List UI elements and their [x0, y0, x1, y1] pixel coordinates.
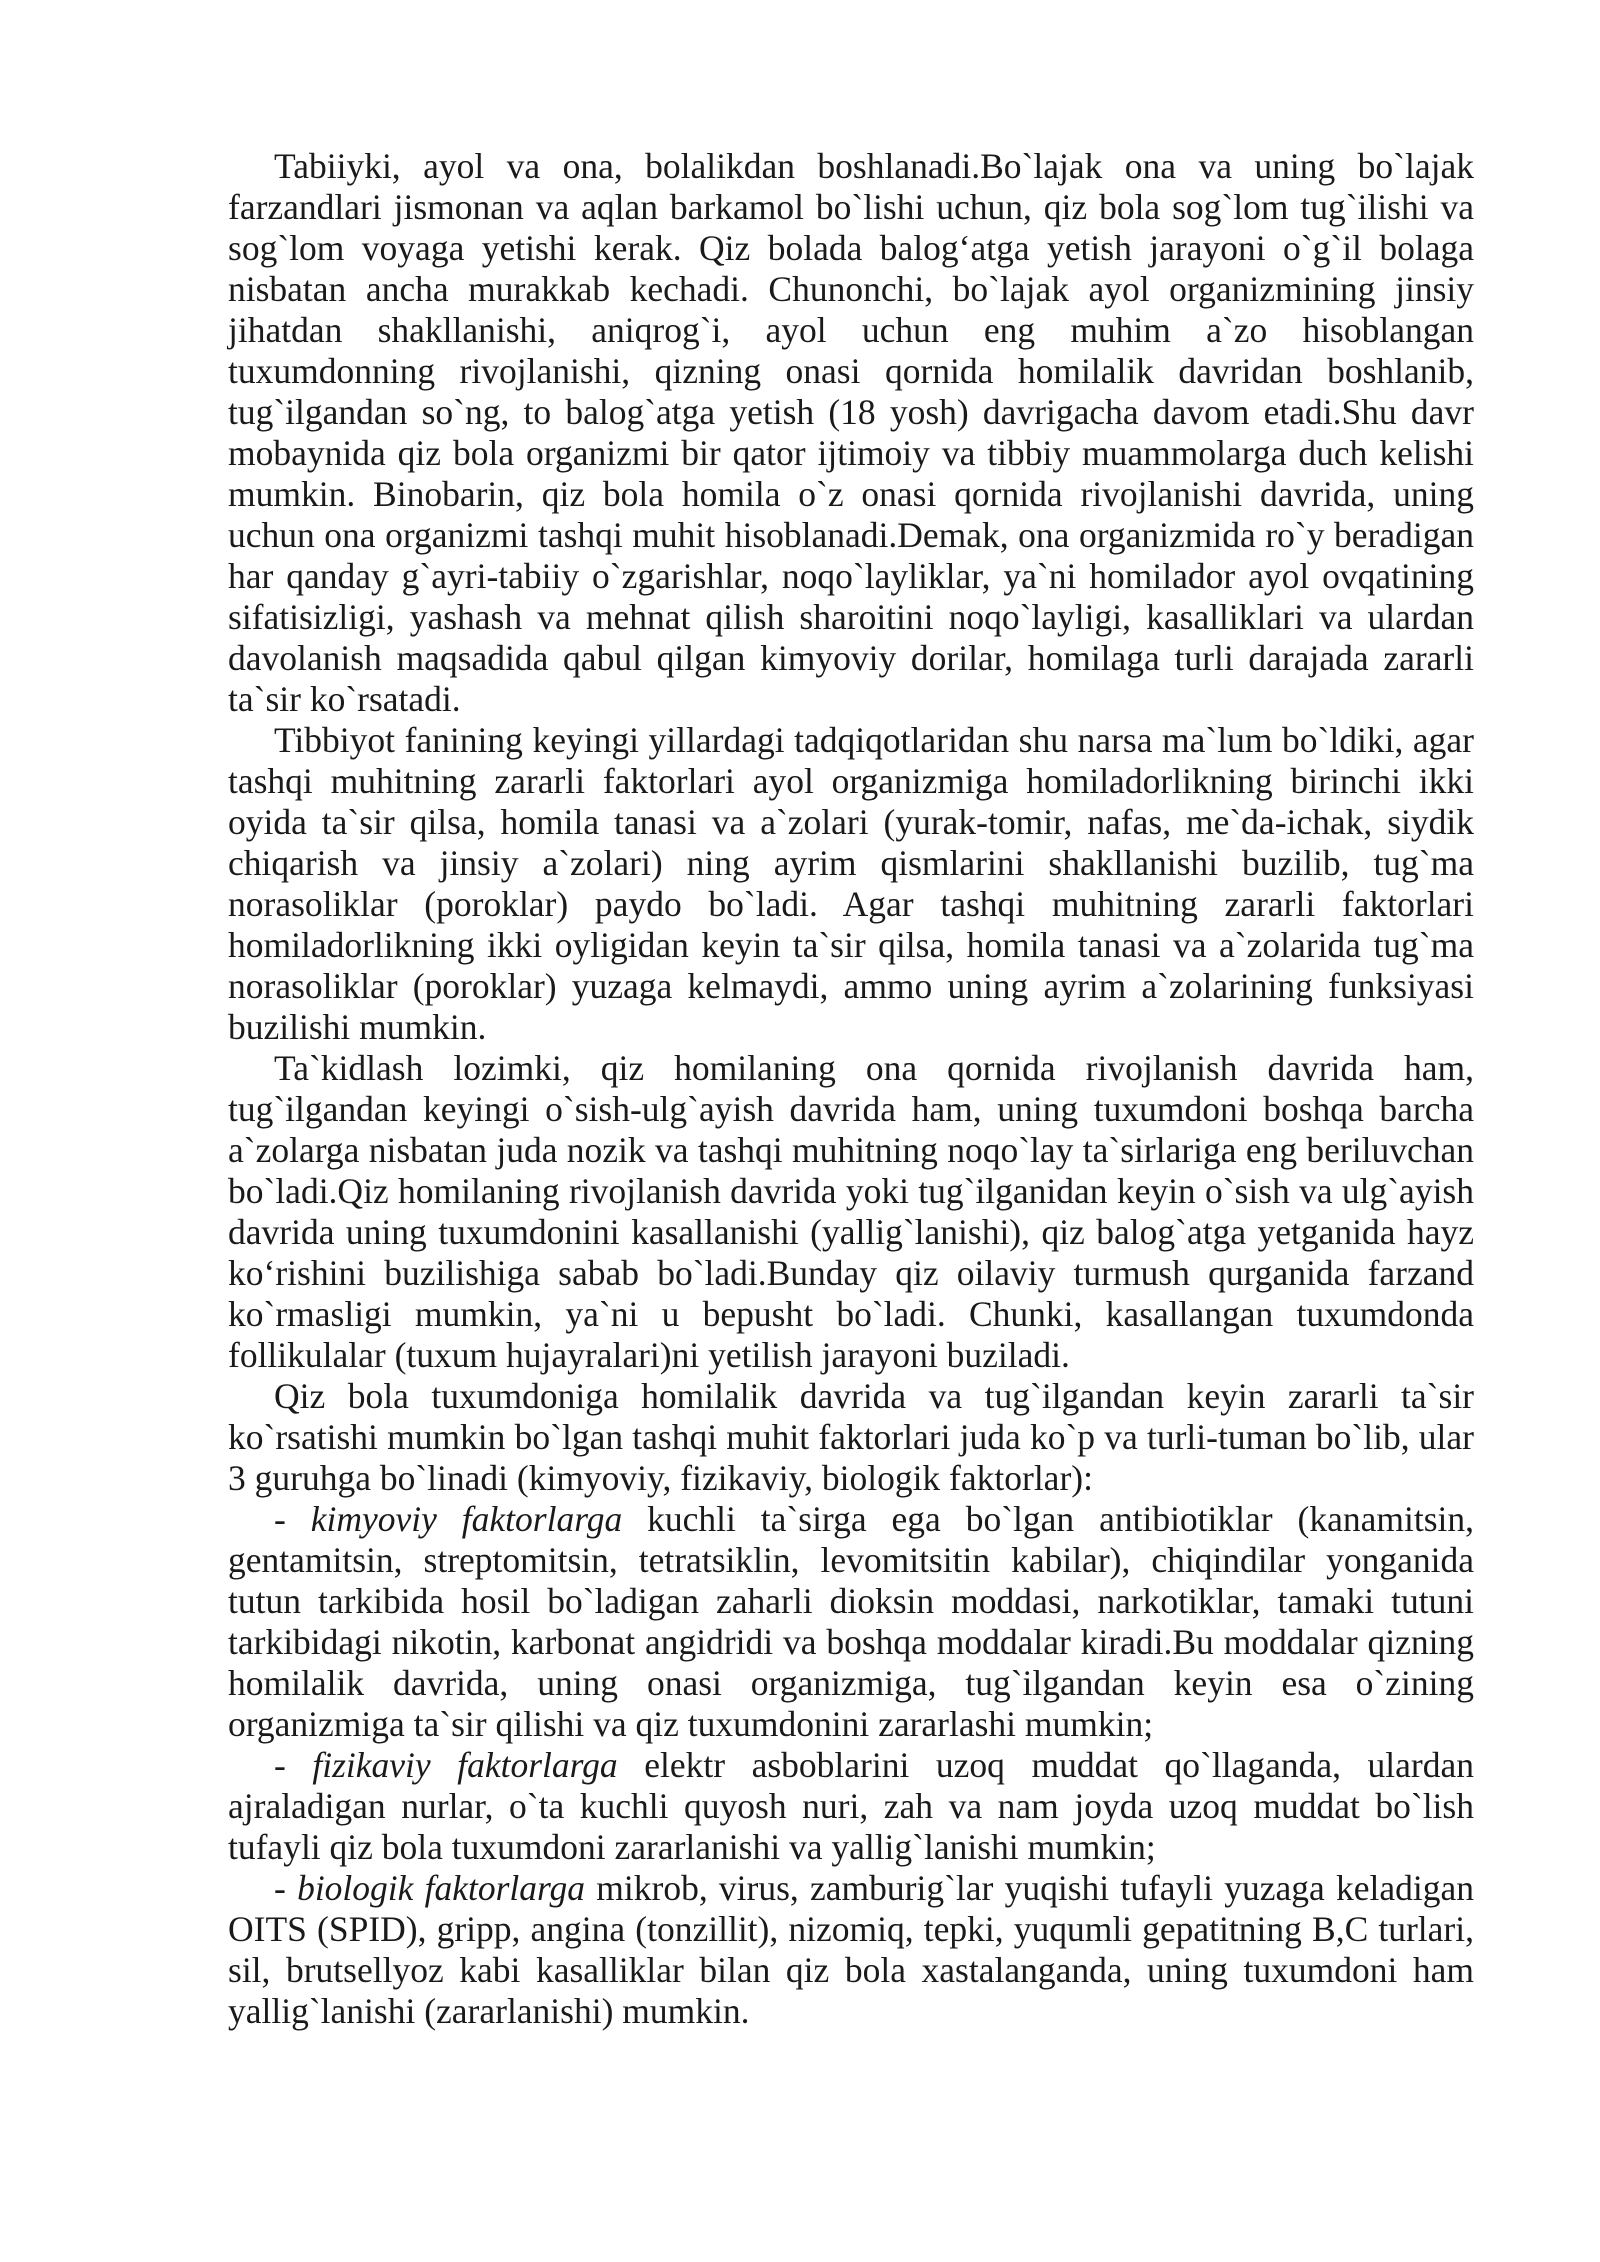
- paragraph-research: Tibbiyot fanining keyingi yillardagi tadqiqotlaridan shu narsa ma`lum bo`ldiki, agar tashqi muhitning zararli faktorlari ayol organizmiga homiladorlikning birinchi ikki oyida ta`sir qilsa, homila tanasi va a`zolari (yurak-tomir, nafas, me`da-ichak, siydik chiqarish va jinsiy a`zolari) ning ayrim qismlarini shakllanishi buzilib, tug`ma norasoliklar (poroklar) paydo bo`ladi. Agar tashqi muhitning zararli faktorlari homiladorlikning ikki oyligidan keyin ta`sir qilsa, homila tanasi va a`zolarida tug`ma norasoliklar (poroklar) yuzaga kelmaydi, ammo uning ayrim a`zolarining funksiyasi buzilishi mumkin.: [228, 720, 1474, 1047]
- term-physical: fizikaviy faktorlarga: [312, 1745, 618, 1785]
- paragraph-factors-intro: Qiz bola tuxumdoniga homilalik davrida va tug`ilgandan keyin zararli ta`sir ko`rsatishi mumkin bo`lgan tashqi muhit faktorlari juda ko`p va turli-tuman bo`lib, ular 3 guruhga bo`linadi (kimyoviy, fizikaviy, biologik faktorlar):: [228, 1376, 1474, 1498]
- document-page: [228, 146, 1474, 2032]
- list-item-biological-factors: [228, 1868, 1474, 2032]
- list-bullet: -: [274, 1745, 313, 1785]
- list-item-chemical-factors: [228, 1499, 1474, 1745]
- paragraph-intro: Tabiiyki, ayol va ona, bolalikdan boshlanadi.Bo`lajak ona va uning bo`lajak farzandlari jismonan va aqlan barkamol bo`lishi uchun, qiz bola sog`lom tug`ilishi va sog`lom voyaga yetishi kerak. Qiz bolada balog‘atga yetish jarayoni o`g`il bolaga nisbatan ancha murakkab kechadi. Chunonchi, bo`lajak ayol organizmining jinsiy jihatdan shakllanishi, aniqrog`i, ayol uchun eng muhim a`zo hisoblangan tuxumdonning rivojlanishi, qizning onasi qornida homilalik davridan boshlanib, tug`ilgandan so`ng, to balog`atga yetish (18 yosh) davrigacha davom etadi.Shu davr mobaynida qiz bola organizmi bir qator ijtimoiy va tibbiy muammolarga duch kelishi mumkin. Binobarin, qiz bola homila o`z onasi qornida rivojlanishi davrida, uning uchun ona organizmi tashqi muhit hisoblanadi.Demak, ona organizmida ro`y beradigan har qanday g`ayri-tabiiy o`zgarishlar, noqo`layliklar, ya`ni homilador ayol ovqatining sifatisizligi, yashash va mehnat qilish sharoitini noqo`layligi, kasalliklari va ulardan davolanish maqsadida qabul qilgan kimyoviy dorilar, homilaga turli darajada zararli ta`sir ko`rsatadi.: [228, 146, 1474, 719]
- list-item-physical-factors: [228, 1745, 1474, 1868]
- list-item-text: elektr asboblarini uzoq muddat qo`llaganda, ulardan ajraladigan nurlar, o`ta kuchli quyosh nuri, zah va nam joyda uzoq muddat bo`lish tufayli qiz bola tuxumdoni zararlanishi va yallig`lanishi mumkin;: [228, 1745, 1474, 1867]
- term-chemical: kimyoviy faktorlarga: [310, 1499, 623, 1539]
- paragraph-emphasis: Ta`kidlash lozimki, qiz homilaning ona qornida rivojlanish davrida ham, tug`ilgandan keyingi o`sish-ulg`ayish davrida ham, uning tuxumdoni boshqa barcha a`zolarga nisbatan juda nozik va tashqi muhitning noqo`lay ta`sirlariga eng beriluvchan bo`ladi.Qiz homilaning rivojlanish davrida yoki tug`ilganidan keyin o`sish va ulg`ayish davrida uning tuxumdonini kasallanishi (yallig`lanishi), qiz balog`atga yetganida hayz ko‘rishini buzilishiga sabab bo`ladi.Bunday qiz oilaviy turmush qurganida farzand ko`rmasligi mumkin, ya`ni u bepusht bo`ladi. Chunki, kasallangan tuxumdonda follikulalar (tuxum hujayralari)ni yetilish jarayoni buziladi.: [228, 1048, 1474, 1375]
- list-item-text: kuchli ta`sirga ega bo`lgan antibiotiklar (kanamitsin, gentamitsin, streptomitsin, tetratsiklin, levomitsitin kabilar), chiqindilar yonganida tutun tarkibida hosil bo`ladigan zaharli dioksin moddasi, narkotiklar, tamaki tutuni tarkibidagi nikotin, karbonat angidridi va boshqa moddalar kiradi.Bu moddalar qizning homilalik davrida, uning onasi organizmiga, tug`ilgandan keyin esa o`zining organizmiga ta`sir qilishi va qiz tuxumdonini zararlashi mumkin;: [228, 1499, 1474, 1744]
- list-bullet: -: [274, 1499, 311, 1539]
- list-bullet: -: [274, 1868, 298, 1908]
- term-biological: biologik faktorlarga: [297, 1868, 586, 1908]
- list-item-text: mikrob, virus, zamburig`lar yuqishi tufayli yuzaga keladigan OITS (SPID), gripp, angina (tonzillit), nizomiq, tepki, yuqumli gepatitning B,C turlari, sil, brutsellyoz kabi kasalliklar bilan qiz bola xastalanganda, uning tuxumdoni ham yallig`lanishi (zararlanishi) mumkin.: [228, 1868, 1474, 2031]
